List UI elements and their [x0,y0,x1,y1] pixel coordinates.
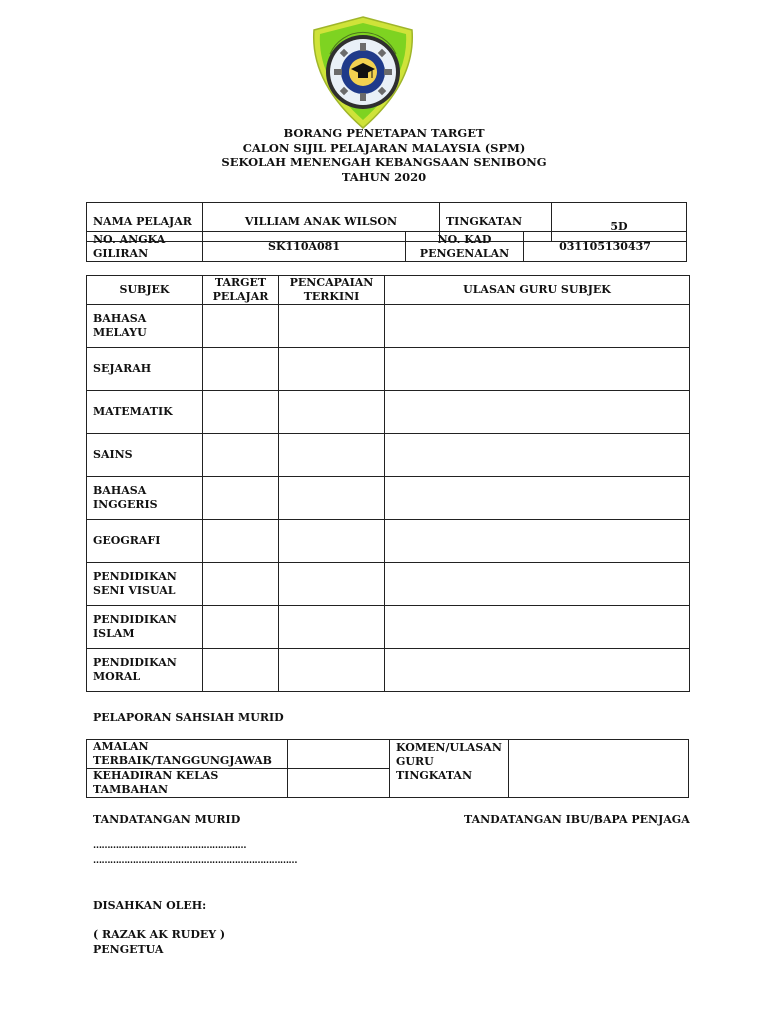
pencapaian-cell[interactable] [279,649,385,692]
tandatangan-murid-label: TANDATANGAN MURID [93,813,241,826]
table-row [87,477,690,520]
disahkan-label: DISAHKAN OLEH: [93,899,207,912]
subject-name: MATEMATIK [87,391,203,434]
angka-label: NO. ANGKA GILIRAN [87,232,203,262]
target-cell[interactable] [203,305,279,348]
pencapaian-cell[interactable] [279,434,385,477]
table-row [87,348,690,391]
pencapaian-cell[interactable] [279,305,385,348]
student-info-table-row2 [86,231,687,262]
pengetua-title: PENGETUA [93,943,164,956]
header-pencapaian: PENCAPAIAN TERKINI [279,276,385,305]
subject-name: SAINS [87,434,203,477]
tingkatan-label: TINGKATAN [440,203,552,242]
table-row [87,305,690,348]
subject-name: BAHASA INGGERIS [87,477,203,520]
sahsiah-section-title: PELAPORAN SAHSIAH MURID [93,711,284,724]
table-row [87,520,690,563]
table-row [87,606,690,649]
kehadiran-label: KEHADIRAN KELAS TAMBAHAN [87,769,288,798]
pencapaian-cell[interactable] [279,348,385,391]
subject-name: GEOGRAFI [87,520,203,563]
subject-target-table [86,275,690,692]
pencapaian-cell[interactable] [279,520,385,563]
kehadiran-cell[interactable] [288,769,390,798]
ulasan-cell[interactable] [385,305,690,348]
header-subtitle: CALON SIJIL PELAJARAN MALAYSIA (SPM) [242,140,526,155]
target-cell[interactable] [203,391,279,434]
table-header-row [87,276,690,305]
header-target: TARGET PELAJAR [203,276,279,305]
document-header [0,126,768,184]
target-cell[interactable] [203,649,279,692]
ulasan-cell[interactable] [385,606,690,649]
target-cell[interactable] [203,563,279,606]
target-cell[interactable] [203,606,279,649]
nama-label: NAMA PELAJAR [87,203,203,242]
ulasan-cell[interactable] [385,563,690,606]
pencapaian-cell[interactable] [279,391,385,434]
signature-line-ibubapa: ……………………………………………………………… [93,856,297,866]
table-row [87,434,690,477]
pencapaian-cell[interactable] [279,606,385,649]
kad-label: NO. KAD PENGENALAN [406,232,524,262]
angka-value: SK110A081 [203,232,406,262]
header-subjek: SUBJEK [87,276,203,305]
header-title: BORANG PENETAPAN TARGET [283,126,485,140]
school-logo [308,14,418,132]
ulasan-cell[interactable] [385,434,690,477]
kad-value: 031105130437 [524,232,687,262]
subject-name: PENDIDIKAN ISLAM [87,606,203,649]
table-row [87,649,690,692]
komen-label: KOMEN/ULASAN GURU TINGKATAN [390,740,509,798]
nama-value: VILLIAM ANAK WILSON [203,203,440,242]
header-year: TAHUN 2020 [341,169,427,184]
ulasan-cell[interactable] [385,520,690,563]
subject-name: BAHASA MELAYU [87,305,203,348]
ulasan-cell[interactable] [385,348,690,391]
sahsiah-table [86,739,689,798]
target-cell[interactable] [203,520,279,563]
ulasan-cell[interactable] [385,477,690,520]
amalan-cell[interactable] [288,740,390,769]
tandatangan-ibubapa-label: TANDATANGAN IBU/BAPA PENJAGA [464,813,690,826]
header-ulasan: ULASAN GURU SUBJEK [385,276,690,305]
ulasan-cell[interactable] [385,649,690,692]
target-cell[interactable] [203,477,279,520]
komen-cell[interactable] [508,740,688,798]
subject-name: PENDIDIKAN MORAL [87,649,203,692]
pencapaian-cell[interactable] [279,477,385,520]
ulasan-cell[interactable] [385,391,690,434]
signature-line-murid: ……………………………………………… [93,841,246,851]
table-row [87,391,690,434]
pencapaian-cell[interactable] [279,563,385,606]
table-row [87,563,690,606]
pengetua-name: ( RAZAK AK RUDEY ) [93,928,226,941]
subject-name: SEJARAH [87,348,203,391]
target-cell[interactable] [203,434,279,477]
target-cell[interactable] [203,348,279,391]
amalan-label: AMALAN TERBAIK/TANGGUNGJAWAB [87,740,288,769]
tingkatan-value: 5D [552,203,687,242]
subject-name: PENDIDIKAN SENI VISUAL [87,563,203,606]
header-school: SEKOLAH MENENGAH KEBANGSAAN SENIBONG [221,155,547,169]
